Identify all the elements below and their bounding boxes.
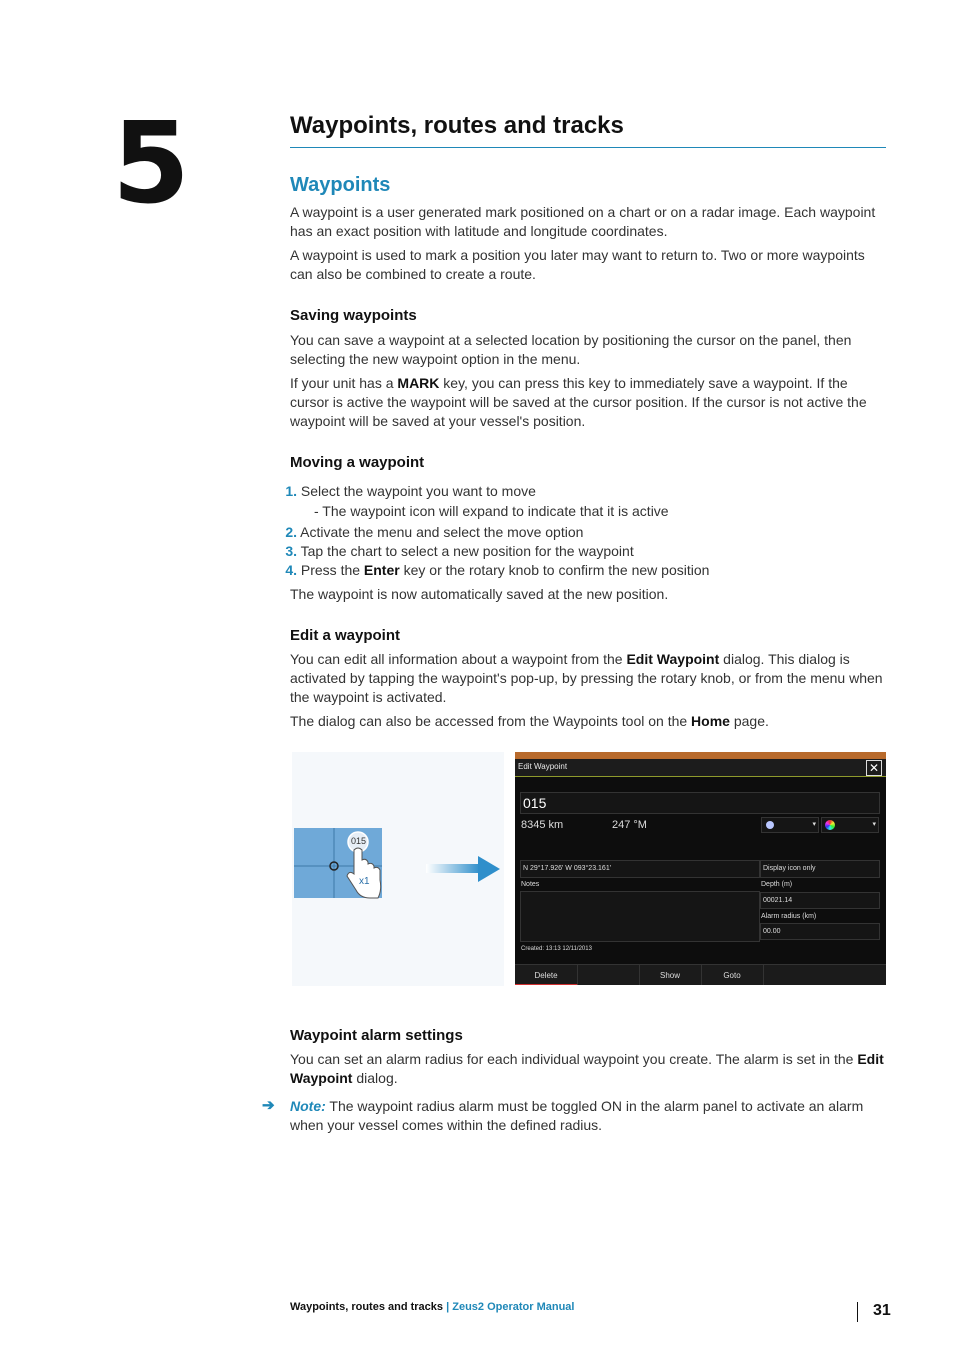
alarm-radius-field[interactable]: 00.00 — [760, 923, 880, 940]
chart-thumbnail — [294, 828, 382, 898]
right-arrow-icon — [426, 854, 502, 889]
close-icon[interactable]: ✕ — [866, 760, 882, 776]
empty-button[interactable] — [577, 965, 640, 985]
dialog-title: Edit Waypoint — [518, 762, 568, 771]
list-item: 3. Tap the chart to select a new position for the waypoint — [285, 543, 634, 559]
distance-value: 8345 km — [521, 819, 564, 831]
hand-gesture-illustration — [294, 828, 386, 910]
footer-divider — [857, 1302, 858, 1322]
icon-select[interactable] — [761, 817, 819, 833]
list-item: 2. Activate the menu and select the move option — [285, 524, 584, 540]
paragraph: You can save a waypoint at a selected location by positioning the cursor on the panel, then selecting the new waypoint option in the menu. — [290, 332, 852, 367]
alarm-radius-label: Alarm radius (km) — [761, 913, 817, 920]
list-item: 1. Select the waypoint you want to move — [285, 483, 536, 499]
created-timestamp: Created: 13:13 12/11/2013 — [521, 946, 592, 952]
show-button[interactable]: Show — [639, 965, 702, 985]
paragraph: If your unit has a MARK key, you can press this key to immediately save a waypoint. If the cursor is active the waypoint will be saved at the cursor position. If the cursor is not active the waypoint will be saved at your vessel's position. — [290, 375, 867, 429]
waypoint-label: 015 — [351, 836, 367, 846]
list-subitem: - The waypoint icon will expand to indicate that it is active — [314, 503, 669, 519]
color-wheel-icon — [825, 820, 835, 830]
name-field[interactable]: 015 — [520, 792, 880, 814]
dialog-button-bar — [515, 964, 886, 985]
bearing-value: 247 °M — [612, 819, 647, 831]
depth-label: Depth (m) — [761, 881, 793, 888]
subheading-moving: Moving a waypoint — [290, 454, 425, 471]
note-arrow-icon: ➔ — [262, 1097, 275, 1114]
dialog-titlebar — [515, 759, 886, 777]
paragraph: You can set an alarm radius for each individual waypoint you create. The alarm is set in the Edit Waypoint dialog. — [290, 1051, 884, 1086]
color-select[interactable] — [821, 817, 879, 833]
subheading-edit: Edit a waypoint — [290, 627, 401, 644]
display-option-select[interactable]: Display icon only — [760, 860, 880, 878]
goto-button[interactable]: Goto — [701, 965, 764, 985]
status-bar — [515, 752, 886, 759]
waypoint-icon — [766, 821, 774, 829]
paragraph: The dialog can also be accessed from the Waypoints tool on the Home page. — [290, 713, 769, 729]
edit-waypoint-screen — [515, 752, 886, 985]
zoom-label: x1 — [359, 876, 370, 887]
delete-button[interactable]: Delete — [515, 965, 578, 985]
depth-field[interactable]: 00021.14 — [760, 892, 880, 909]
chapter-number: 5 — [112, 99, 186, 229]
notes-label: Notes — [521, 881, 540, 888]
paragraph: A waypoint is used to mark a position you later may want to return to. Two or more waypoints can also be combined to create a route. — [290, 247, 865, 282]
chevron-down-icon: ▾ — [812, 821, 816, 828]
page-number: 31 — [873, 1302, 891, 1319]
list-item: 4. Press the Enter key or the rotary knob to confirm the new position — [285, 562, 710, 578]
footer: Waypoints, routes and tracks | Zeus2 Operator Manual — [290, 1301, 575, 1313]
subheading-saving: Saving waypoints — [290, 307, 417, 324]
paragraph: You can edit all information about a waypoint from the Edit Waypoint dialog. This dialog is activated by tapping the waypoint's pop-up, by pressing the rotary knob, or from the menu when the waypoint is activated. — [290, 651, 883, 705]
paragraph: The waypoint is now automatically saved at the new position. — [290, 586, 669, 602]
empty-button[interactable] — [763, 965, 886, 985]
title-rule — [290, 147, 886, 148]
paragraph: A waypoint is a user generated mark positioned on a chart or on a radar image. Each waypoint has an exact position with latitude and longitude coordinates. — [290, 204, 876, 239]
chapter-title: Waypoints, routes and tracks — [290, 112, 624, 139]
position-field[interactable]: N 29°17.926' W 093°23.161' — [520, 860, 760, 878]
note: Note: The waypoint radius alarm must be toggled ON in the alarm panel to activate an alarm when your vessel comes within the defined radius. — [290, 1098, 864, 1133]
notes-field[interactable] — [520, 891, 760, 942]
section-title: Waypoints — [290, 174, 391, 196]
subheading-alarm: Waypoint alarm settings — [290, 1027, 463, 1044]
chevron-down-icon: ▾ — [872, 821, 876, 828]
key-name: MARK — [397, 375, 440, 391]
